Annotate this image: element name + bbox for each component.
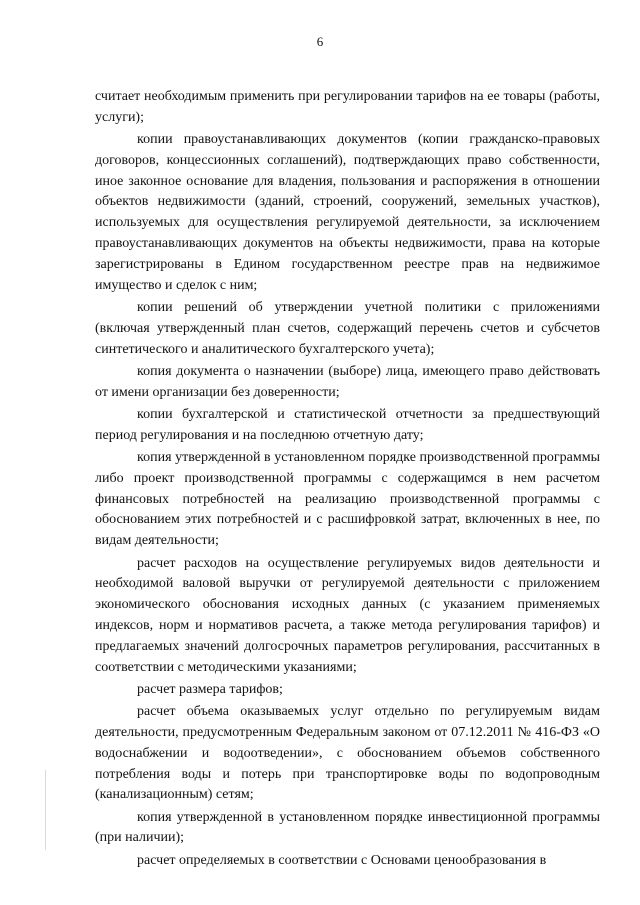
- scan-margin-line: [45, 770, 46, 850]
- paragraph-6: копия утвержденной в установленном порядке производственной программы либо проект производственной программы с содержащимся в нем расчетом финансовых потребностей на реализацию производственной программы с обоснованием этих потребностей и с расшифровкой затрат, включенных в нее, по видам деятельности;: [95, 450, 600, 549]
- paragraph-4: копия документа о назначении (выборе) лица, имеющего право действовать от имени организации без доверенности;: [95, 363, 600, 400]
- paragraph-9: расчет объема оказываемых услуг отдельно по регулируемым видам деятельности, предусмотренным Федеральным законом от 07.12.2011 № 416-ФЗ «О водоснабжении и водоотведении», с обоснованием объемов собственного потребления воды и потерь при транспортировке воды по водопроводным (канализационным) сетям;: [95, 704, 600, 803]
- paragraph-5: копии бухгалтерской и статистической отчетности за предшествующий период регулирования и на последнюю отчетную дату;: [95, 406, 600, 443]
- paragraph-3: копии решений об утверждении учетной политики с приложениями (включая утвержденный план счетов, содержащий перечень счетов и субсчетов синтетического и аналитического бухгалтерского учета);: [95, 299, 600, 357]
- paragraph-1: считает необходимым применить при регулировании тарифов на ее товары (работы, услуги);: [95, 89, 600, 125]
- paragraph-7: расчет расходов на осуществление регулируемых видов деятельности и необходимой валовой выручки от регулируемой деятельности с приложением экономического обоснования исходных данных (с указанием применяемых индексов, норм и нормативов расчета, а также метода регулирования тарифов) и предлагаемых значений долгосрочных параметров регулирования, рассчитанных в соответствии с методическими указаниями;: [95, 555, 600, 675]
- paragraph-2: копии правоустанавливающих документов (копии гражданско-правовых договоров, концессионных соглашений), подтверждающих право собственности, иное законное основание для владения, пользования и распоряжения в отношении объектов недвижимости (зданий, строений, сооружений, земельных участков), используемых для осуществления регулируемой деятельности, за исключением правоустанавливающих документов на объекты недвижимости, права на которые зарегистрированы в Едином государственном реестре прав на недвижимое имущество и сделок с ним;: [95, 132, 600, 293]
- paragraph-11: расчет определяемых в соответствии с Основами ценообразования в: [137, 852, 547, 868]
- page-number: 6: [316, 34, 324, 49]
- paragraph-10: копия утвержденной в установленном порядке инвестиционной программы (при наличии);: [95, 809, 600, 846]
- paragraph-8: расчет размера тарифов;: [137, 681, 283, 697]
- document-body: [95, 87, 600, 871]
